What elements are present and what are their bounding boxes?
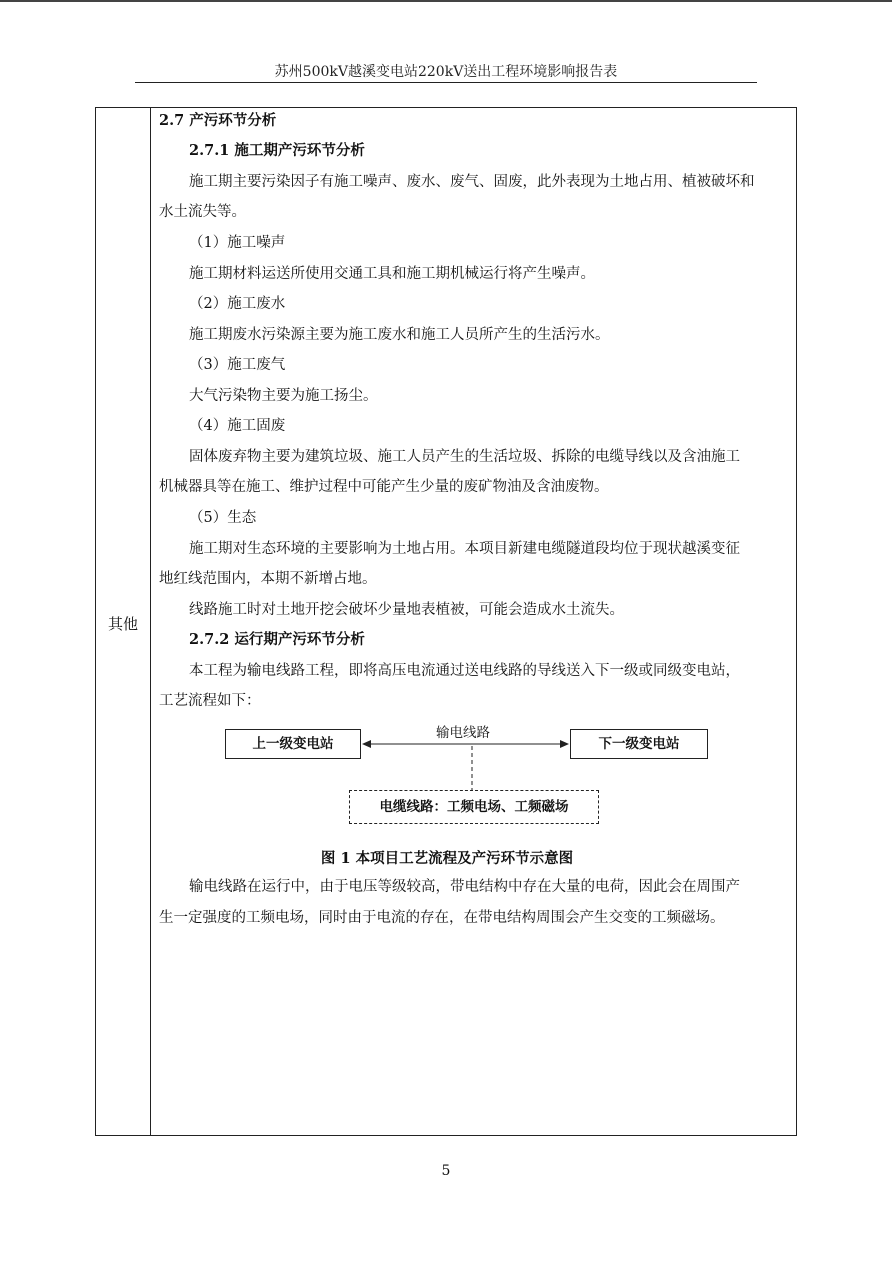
upper-station-box: 上一级变电站 <box>225 729 361 759</box>
gas-text: 大气污染物主要为施工扬尘。 <box>189 388 378 404</box>
section-title: 2.7 产污环节分析 <box>159 112 277 129</box>
construction-intro-line1: 施工期主要污染因子有施工噪声、废水、废气、固废，此外表现为土地占用、植被破坏和 <box>189 174 755 190</box>
report-header-title: 苏州500kV越溪变电站220kV送出工程环境影响报告表 <box>274 64 618 80</box>
page-number: 5 <box>441 1163 451 1179</box>
solid-title: （4）施工固废 <box>189 418 286 434</box>
noise-text: 施工期材料运送所使用交通工具和施工期机械运行将产生噪声。 <box>189 266 595 282</box>
noise-title: （1）施工噪声 <box>189 235 286 251</box>
construction-intro-line2: 水土流失等。 <box>159 204 246 220</box>
solid-text-line2: 机械器具等在施工、维护过程中可能产生少量的废矿物油及含油废物。 <box>159 479 609 495</box>
operation-intro-line1: 本工程为输电线路工程，即将高压电流通过送电线路的导线送入下一级或同级变电站， <box>189 663 740 679</box>
page-top-edge <box>0 0 892 2</box>
construction-subtitle: 2.7.1 施工期产污环节分析 <box>189 142 365 159</box>
eco-title: （5）生态 <box>189 510 257 526</box>
cable-line-box: 电缆线路：工频电场、工频磁场 <box>349 790 599 824</box>
lower-station-box: 下一级变电站 <box>570 729 708 759</box>
operation-subtitle: 2.7.2 运行期产污环节分析 <box>189 631 365 648</box>
arrow-head-right <box>560 740 569 748</box>
eco-text-line3: 线路施工时对土地开挖会破坏少量地表植被，可能会造成水土流失。 <box>189 602 624 618</box>
operation-intro-line2: 工艺流程如下： <box>159 693 261 709</box>
solid-text-line1: 固体废弃物主要为建筑垃圾、施工人员产生的生活垃圾、拆除的电缆导线以及含油施工 <box>189 449 740 465</box>
row-label-other: 其他 <box>107 615 138 633</box>
header-rule <box>135 82 757 83</box>
gas-title: （3）施工废气 <box>189 357 286 373</box>
operation-after-line1: 输电线路在运行中，由于电压等级较高，带电结构中存在大量的电荷，因此会在周围产 <box>189 879 740 895</box>
eco-text-line1: 施工期对生态环境的主要影响为土地占用。本项目新建电缆隧道段均位于现状越溪变征 <box>189 541 740 557</box>
water-title: （2）施工废水 <box>189 296 286 312</box>
eco-text-line2: 地红线范围内，本期不新增占地。 <box>159 571 377 587</box>
figure-caption: 图 1 本项目工艺流程及产污环节示意图 <box>320 850 574 867</box>
transmission-line-label: 输电线路 <box>436 725 490 741</box>
water-text: 施工期废水污染源主要为施工废水和施工人员所产生的生活污水。 <box>189 327 610 343</box>
arrow-head-left <box>362 740 371 748</box>
operation-after-line2: 生一定强度的工频电场，同时由于电流的存在，在带电结构周围会产生交变的工频磁场。 <box>159 910 725 926</box>
report-table <box>95 107 797 1136</box>
